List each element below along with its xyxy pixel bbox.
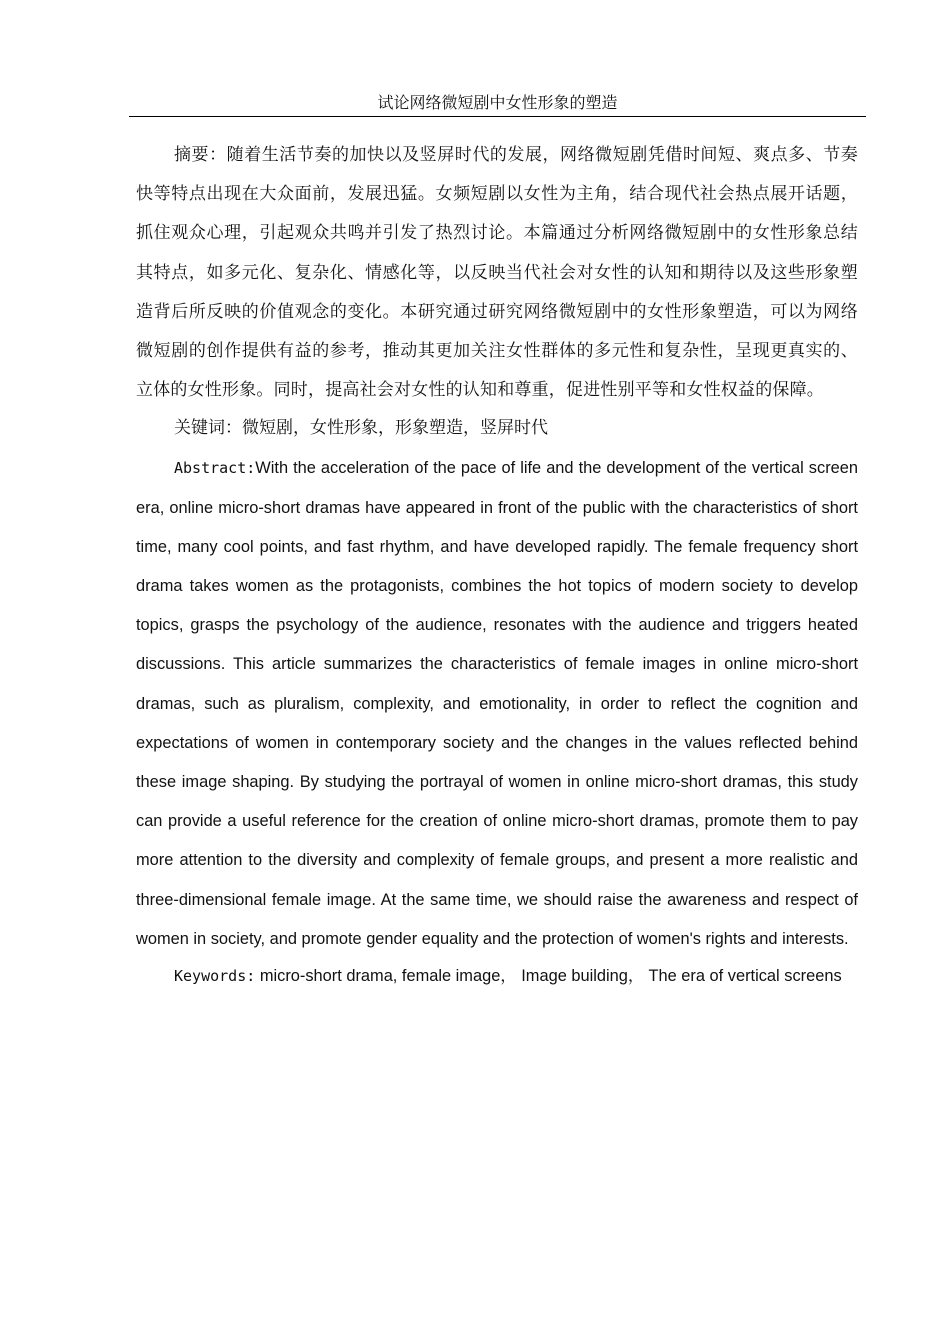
chinese-abstract (136, 136, 858, 410)
chinese-abstract-label: 摘要： (174, 145, 227, 165)
chinese-keywords-text: 微短剧，女性形象，形象塑造，竖屏时代 (242, 418, 548, 439)
page-content (136, 136, 858, 996)
document-title: 试论网络微短剧中女性形象的塑造 (377, 93, 618, 112)
english-keywords (136, 957, 858, 996)
running-header (129, 92, 866, 117)
chinese-abstract-text: 随着生活节奏的加快以及竖屏时代的发展，网络微短剧凭借时间短、爽点多、节奏快等特点出现在大众面前，发展迅猛。女频短剧以女性为主角，结合现代社会热点展开话题，抓住观众心理，引起观众共鸣并引发了热烈讨论。本篇通过分析网络微短剧中的女性形象总结其特点，如多元化、复杂化、情感化等，以反映当代社会对女性的认知和期待以及这些形象塑造背后所反映的价值观念的变化。本研究通过研究网络微短剧中的女性形象塑造，可以为网络微短剧的创作提供有益的参考，推动其更加关注女性群体的多元性和复杂性，呈现更真实的、立体的女性形象。同时，提高社会对女性的认知和尊重，促进性别平等和女性权益的保障。 (136, 145, 859, 401)
english-keywords-text: micro-short drama, female image， Image building， The era of vertical screens (255, 967, 842, 986)
english-abstract-text: With the acceleration of the pace of life and the development of the vertical screen era, online micro-short dramas have appeared in front of the public with the characteristics of short time, many cool points, and fast rhythm, and have developed rapidly. The female frequency short drama takes women as the protagonists, combines the hot topics of modern society to develop topics, grasps the psychology of the audience, resonates with the audience and triggers heated discussions. This article summarizes the characteristics of female images in online micro-short dramas, such as pluralism, complexity, and emotionality, in order to reflect the cognition and expectations of women in contemporary society and the changes in the values reflected behind these image shaping. By studying the portrayal of women in online micro-short dramas, this study can provide a useful reference for the creation of online micro-short dramas, promote them to pay more attention to the diversity and complexity of female groups, and present a more realistic and three-dimensional female image. At the same time, we should raise the awareness and respect of women in society, and promote gender equality and the protection of women's rights and interests. (136, 459, 858, 948)
english-abstract (136, 449, 858, 959)
english-keywords-label: Keywords: (174, 967, 256, 986)
chinese-keywords-label: 关键词： (174, 418, 242, 439)
english-abstract-label: Abstract: (174, 459, 256, 478)
chinese-keywords (136, 409, 858, 448)
